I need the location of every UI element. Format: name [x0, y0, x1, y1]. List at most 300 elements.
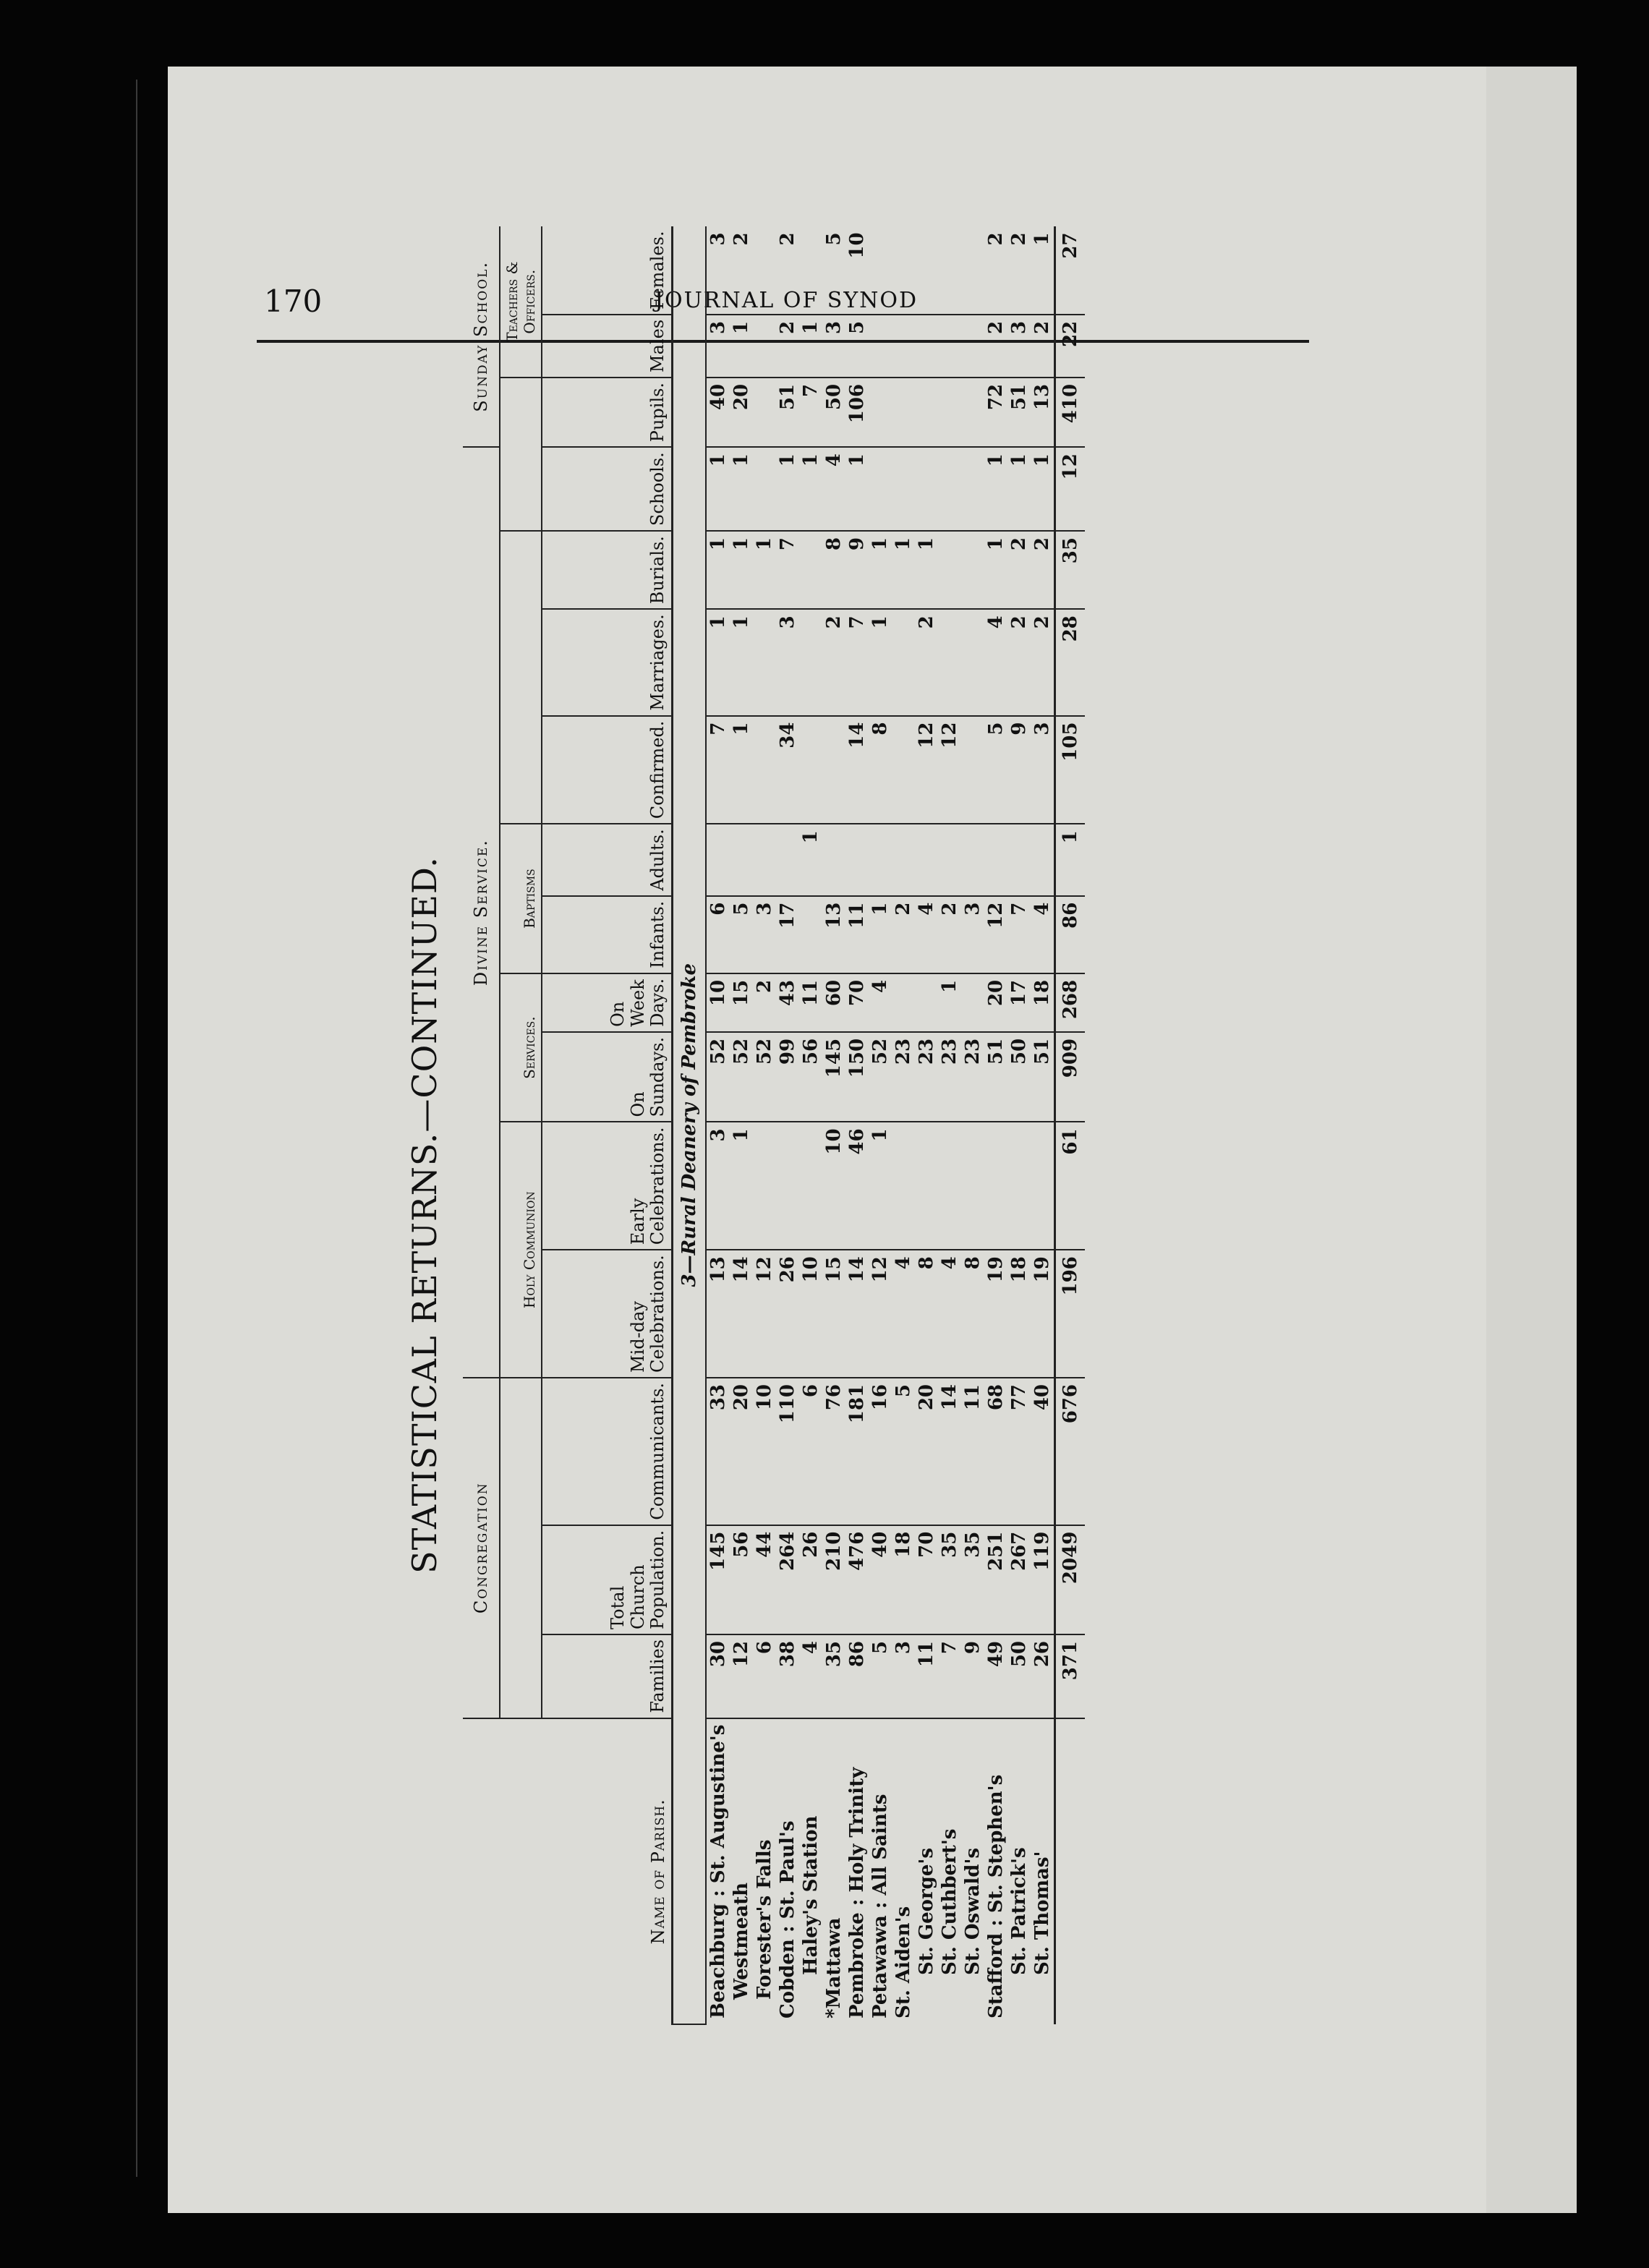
- data-cell: 14: [845, 1250, 869, 1378]
- data-cell: [938, 226, 961, 314]
- data-cell: 10: [753, 1378, 776, 1525]
- right-margin-dark: [1577, 0, 1649, 2268]
- data-cell: 68: [984, 1378, 1007, 1525]
- total-cell: 371: [1055, 1634, 1086, 1718]
- data-cell: [776, 824, 799, 895]
- data-cell: 2: [1007, 531, 1031, 609]
- data-cell: [984, 824, 1007, 895]
- data-cell: 1: [730, 447, 753, 531]
- table-row: [961, 226, 984, 2024]
- page-binding: [1486, 67, 1577, 2213]
- data-cell: 4: [892, 1250, 915, 1378]
- data-cell: 9: [961, 1634, 984, 1718]
- col-sundays: On Sundays.: [542, 1032, 673, 1122]
- data-cell: 51: [776, 378, 799, 447]
- data-cell: 4: [938, 1250, 961, 1378]
- data-cell: 40: [869, 1525, 892, 1634]
- group-holy-communion: Holy Communion: [500, 1122, 542, 1378]
- data-cell: [938, 531, 961, 609]
- data-cell: 52: [706, 1032, 730, 1122]
- data-cell: 8: [869, 716, 892, 824]
- data-cell: 7: [938, 1634, 961, 1718]
- parish-name: Stafford : St. Stephen's: [985, 1774, 1007, 2018]
- data-cell: [799, 226, 822, 314]
- data-cell: 33: [706, 1378, 730, 1525]
- data-cell: [892, 716, 915, 824]
- group-sunday-school: Sunday School.: [463, 226, 500, 447]
- data-cell: 1: [776, 447, 799, 531]
- col-families: Families: [542, 1634, 673, 1718]
- data-cell: 40: [706, 378, 730, 447]
- data-cell: 12: [730, 1634, 753, 1718]
- data-cell: 8: [822, 531, 845, 609]
- data-cell: 2: [1031, 531, 1055, 609]
- data-cell: [961, 824, 984, 895]
- data-cell: 251: [984, 1525, 1007, 1634]
- data-cell: 1: [799, 824, 822, 895]
- data-cell: [753, 609, 776, 715]
- data-cell: 44: [753, 1525, 776, 1634]
- data-cell: [822, 716, 845, 824]
- data-cell: 38: [776, 1634, 799, 1718]
- data-cell: 34: [776, 716, 799, 824]
- data-cell: [822, 824, 845, 895]
- data-cell: 4: [915, 896, 938, 973]
- data-cell: 1: [799, 447, 822, 531]
- data-cell: 3: [892, 1634, 915, 1718]
- data-cell: 4: [984, 609, 1007, 715]
- data-cell: 14: [938, 1378, 961, 1525]
- data-cell: 1: [1031, 447, 1055, 531]
- data-cell: 3: [1031, 716, 1055, 824]
- data-cell: 1: [730, 716, 753, 824]
- data-cell: [938, 447, 961, 531]
- data-cell: 2: [1007, 226, 1031, 314]
- total-cell: 105: [1055, 716, 1086, 824]
- data-cell: [961, 716, 984, 824]
- data-cell: [938, 1122, 961, 1250]
- data-cell: 10: [799, 1250, 822, 1378]
- table-row: [984, 226, 1007, 2024]
- data-cell: 476: [845, 1525, 869, 1634]
- data-cell: 23: [892, 1032, 915, 1122]
- data-cell: 77: [1007, 1378, 1031, 1525]
- data-cell: 267: [1007, 1525, 1031, 1634]
- total-cell: 12: [1055, 447, 1086, 531]
- data-cell: 2: [730, 226, 753, 314]
- data-cell: [892, 447, 915, 531]
- data-cell: 4: [799, 1634, 822, 1718]
- data-cell: 14: [730, 1250, 753, 1378]
- data-cell: 12: [938, 716, 961, 824]
- data-cell: 2: [938, 896, 961, 973]
- data-cell: 35: [961, 1525, 984, 1634]
- data-cell: 8: [961, 1250, 984, 1378]
- parish-name: St. George's: [916, 1848, 937, 1975]
- table-row: [1007, 226, 1031, 2024]
- table-row: [706, 226, 730, 2024]
- data-cell: 20: [984, 973, 1007, 1032]
- spacer-divine: [500, 531, 542, 824]
- col-population: Total Church Population.: [542, 1525, 673, 1634]
- data-cell: [753, 378, 776, 447]
- data-cell: [984, 1122, 1007, 1250]
- data-cell: [753, 447, 776, 531]
- data-cell: [730, 824, 753, 895]
- data-cell: [961, 226, 984, 314]
- data-cell: 1: [706, 609, 730, 715]
- data-cell: 13: [706, 1250, 730, 1378]
- data-cell: 5: [730, 896, 753, 973]
- data-cell: 18: [892, 1525, 915, 1634]
- data-cell: 50: [1007, 1032, 1031, 1122]
- page-edge-line: [136, 80, 137, 2177]
- data-cell: 19: [1031, 1250, 1055, 1378]
- data-cell: 12: [753, 1250, 776, 1378]
- data-cell: 11: [799, 973, 822, 1032]
- data-cell: 7: [706, 716, 730, 824]
- data-cell: [961, 378, 984, 447]
- group-services: Services.: [500, 973, 542, 1122]
- group-divine-service: Divine Service.: [463, 447, 500, 1378]
- data-cell: [753, 1122, 776, 1250]
- parish-name: St. Thomas': [1031, 1851, 1053, 1975]
- data-cell: 150: [845, 1032, 869, 1122]
- data-cell: 76: [822, 1378, 845, 1525]
- data-cell: 1: [730, 1122, 753, 1250]
- col-marriages: Marriages.: [542, 609, 673, 715]
- data-cell: 1: [845, 447, 869, 531]
- total-cell: 35: [1055, 531, 1086, 609]
- col-males: Males: [542, 315, 673, 378]
- data-cell: 2: [1031, 609, 1055, 715]
- parish-name: Westmeath: [730, 1882, 752, 2000]
- data-cell: [892, 1122, 915, 1250]
- data-cell: 1: [730, 609, 753, 715]
- data-cell: 106: [845, 378, 869, 447]
- data-cell: 70: [845, 973, 869, 1032]
- table-row: [845, 226, 869, 2024]
- data-cell: [938, 315, 961, 378]
- data-cell: 1: [984, 531, 1007, 609]
- data-cell: [938, 609, 961, 715]
- deanery-heading: 3—Rural Deanery of Pembroke: [673, 226, 707, 2024]
- data-cell: [915, 226, 938, 314]
- total-cell: 410: [1055, 378, 1086, 447]
- data-cell: [915, 378, 938, 447]
- totals-row: [1055, 226, 1086, 2024]
- parish-name: Forester's Falls: [754, 1839, 775, 2000]
- group-congregation: Congregation: [463, 1378, 500, 1718]
- data-cell: 1: [984, 447, 1007, 531]
- total-cell: 27: [1055, 226, 1086, 314]
- data-cell: 12: [984, 896, 1007, 973]
- data-cell: 2: [915, 609, 938, 715]
- col-communicants: Communicants.: [542, 1378, 673, 1525]
- data-cell: 5: [845, 315, 869, 378]
- data-cell: [915, 447, 938, 531]
- data-cell: 1: [730, 531, 753, 609]
- data-cell: 17: [776, 896, 799, 973]
- table-body: [673, 226, 1086, 2024]
- col-name-of-parish: Name of Parish.: [648, 1799, 668, 1945]
- data-cell: [961, 1122, 984, 1250]
- data-cell: 3: [753, 896, 776, 973]
- data-cell: [892, 378, 915, 447]
- data-cell: 9: [1007, 716, 1031, 824]
- data-cell: 50: [1007, 1634, 1031, 1718]
- data-cell: 16: [869, 1378, 892, 1525]
- total-cell: 196: [1055, 1250, 1086, 1378]
- data-cell: 1: [730, 315, 753, 378]
- data-cell: 51: [984, 1032, 1007, 1122]
- spacer-school: [500, 378, 542, 531]
- running-head: JOURNAL OF SYNOD: [655, 288, 919, 313]
- data-cell: 1: [892, 531, 915, 609]
- data-cell: [753, 226, 776, 314]
- col-weekdays: On Week Days.: [542, 973, 673, 1032]
- total-cell: 676: [1055, 1378, 1086, 1525]
- data-cell: [776, 1122, 799, 1250]
- total-cell: 61: [1055, 1122, 1086, 1250]
- data-cell: 19: [984, 1250, 1007, 1378]
- data-cell: 3: [706, 315, 730, 378]
- total-cell: 86: [1055, 896, 1086, 973]
- parish-name: Haley's Station: [800, 1815, 822, 1975]
- data-cell: [753, 824, 776, 895]
- data-cell: 1: [915, 531, 938, 609]
- data-cell: [892, 315, 915, 378]
- data-cell: 145: [706, 1525, 730, 1634]
- data-cell: 1: [706, 447, 730, 531]
- data-cell: [799, 609, 822, 715]
- data-cell: [915, 973, 938, 1032]
- data-cell: 43: [776, 973, 799, 1032]
- data-cell: [892, 824, 915, 895]
- total-cell: 1: [1055, 824, 1086, 895]
- col-adults: Adults.: [542, 824, 673, 895]
- data-cell: 12: [915, 716, 938, 824]
- data-cell: 30: [706, 1634, 730, 1718]
- total-cell: 268: [1055, 973, 1086, 1032]
- data-cell: [915, 824, 938, 895]
- data-cell: 4: [822, 447, 845, 531]
- data-cell: 52: [730, 1032, 753, 1122]
- data-cell: 20: [730, 1378, 753, 1525]
- statistical-returns-table: [463, 226, 1085, 2025]
- table-row: [1031, 226, 1055, 2024]
- table-row: [776, 226, 799, 2024]
- total-cell: 2049: [1055, 1525, 1086, 1634]
- data-cell: [799, 716, 822, 824]
- data-cell: [753, 315, 776, 378]
- data-cell: 52: [753, 1032, 776, 1122]
- data-cell: 1: [1007, 447, 1031, 531]
- data-cell: 26: [799, 1525, 822, 1634]
- data-cell: [892, 226, 915, 314]
- spacer-congregation: [500, 1378, 542, 1718]
- data-cell: 35: [938, 1525, 961, 1634]
- data-cell: 10: [845, 226, 869, 314]
- data-cell: 1: [869, 1122, 892, 1250]
- data-cell: 5: [892, 1378, 915, 1525]
- parish-name: Beachburg : St. Augustine's: [707, 1724, 729, 2018]
- data-cell: [799, 896, 822, 973]
- data-cell: [869, 226, 892, 314]
- data-cell: [915, 1122, 938, 1250]
- data-cell: 3: [822, 315, 845, 378]
- data-cell: 9: [845, 531, 869, 609]
- data-cell: 49: [984, 1634, 1007, 1718]
- data-cell: [961, 531, 984, 609]
- data-cell: [869, 447, 892, 531]
- data-cell: [1031, 1122, 1055, 1250]
- data-cell: 56: [799, 1032, 822, 1122]
- data-cell: 1: [1031, 226, 1055, 314]
- data-cell: 35: [822, 1634, 845, 1718]
- data-cell: 4: [1031, 896, 1055, 973]
- col-burials: Burials.: [542, 531, 673, 609]
- data-cell: 17: [1007, 973, 1031, 1032]
- data-cell: 20: [915, 1378, 938, 1525]
- data-cell: 10: [706, 973, 730, 1032]
- data-cell: 6: [753, 1634, 776, 1718]
- data-cell: [915, 315, 938, 378]
- data-cell: [799, 1122, 822, 1250]
- parish-name: St. Patrick's: [1008, 1847, 1030, 1975]
- data-cell: [1007, 824, 1031, 895]
- data-cell: 119: [1031, 1525, 1055, 1634]
- data-cell: 23: [915, 1032, 938, 1122]
- data-cell: 18: [1007, 1250, 1031, 1378]
- data-cell: 1: [869, 609, 892, 715]
- total-cell: 28: [1055, 609, 1086, 715]
- data-cell: 2: [892, 896, 915, 973]
- col-schools: Schools.: [542, 447, 673, 531]
- data-cell: 11: [915, 1634, 938, 1718]
- data-cell: 50: [822, 378, 845, 447]
- data-cell: 40: [1031, 1378, 1055, 1525]
- data-cell: [938, 378, 961, 447]
- data-cell: [961, 447, 984, 531]
- data-cell: 2: [1007, 609, 1031, 715]
- data-cell: 7: [799, 378, 822, 447]
- col-infants: Infants.: [542, 896, 673, 973]
- table-title: STATISTICAL RETURNS.—CONTINUED.: [405, 856, 444, 1574]
- data-cell: [753, 716, 776, 824]
- parish-name: Cobden : St. Paul's: [777, 1820, 798, 2018]
- table-row: [892, 226, 915, 2024]
- data-cell: 18: [1031, 973, 1055, 1032]
- data-cell: 1: [799, 315, 822, 378]
- data-cell: 110: [776, 1378, 799, 1525]
- data-cell: 60: [822, 973, 845, 1032]
- data-cell: 26: [1031, 1634, 1055, 1718]
- total-cell: 22: [1055, 315, 1086, 378]
- data-cell: 56: [730, 1525, 753, 1634]
- table-row: [938, 226, 961, 2024]
- data-cell: [961, 973, 984, 1032]
- data-cell: 13: [1031, 378, 1055, 447]
- data-cell: 7: [1007, 896, 1031, 973]
- data-cell: 5: [869, 1634, 892, 1718]
- data-cell: 3: [1007, 315, 1031, 378]
- data-cell: 145: [822, 1032, 845, 1122]
- data-cell: 2: [753, 973, 776, 1032]
- group-teachers-officers: Teachers & Officers.: [500, 226, 542, 378]
- data-cell: [869, 824, 892, 895]
- parish-name: St. Oswald's: [962, 1847, 984, 1975]
- parish-name: St. Aiden's: [892, 1906, 914, 2018]
- table-row: [799, 226, 822, 2024]
- col-early: Early Celebrations.: [542, 1122, 673, 1250]
- data-cell: [869, 378, 892, 447]
- data-cell: 5: [984, 716, 1007, 824]
- data-cell: 2: [776, 315, 799, 378]
- page-number: 170: [264, 284, 323, 319]
- table-row: [730, 226, 753, 2024]
- parish-name: *Mattawa: [823, 1917, 845, 2018]
- group-baptisms: Baptisms: [500, 824, 542, 973]
- col-pupils: Pupils.: [542, 378, 673, 447]
- data-cell: 14: [845, 716, 869, 824]
- data-cell: [706, 824, 730, 895]
- data-cell: [799, 531, 822, 609]
- data-cell: 3: [706, 226, 730, 314]
- data-cell: 3: [706, 1122, 730, 1250]
- data-cell: 86: [845, 1634, 869, 1718]
- table-row: [869, 226, 892, 2024]
- data-cell: 72: [984, 378, 1007, 447]
- data-cell: [869, 315, 892, 378]
- data-cell: 1: [938, 973, 961, 1032]
- data-cell: 8: [915, 1250, 938, 1378]
- data-cell: 15: [822, 1250, 845, 1378]
- data-cell: 4: [869, 973, 892, 1032]
- data-cell: 2: [1031, 315, 1055, 378]
- data-cell: 2: [984, 315, 1007, 378]
- data-cell: 6: [799, 1378, 822, 1525]
- data-cell: 20: [730, 378, 753, 447]
- data-cell: [1007, 1122, 1031, 1250]
- data-cell: 2: [822, 609, 845, 715]
- data-cell: 6: [706, 896, 730, 973]
- data-cell: [845, 824, 869, 895]
- data-cell: 7: [776, 531, 799, 609]
- data-cell: 11: [845, 896, 869, 973]
- totals-label-cell: [1055, 1718, 1086, 2024]
- data-cell: 3: [776, 609, 799, 715]
- data-cell: 1: [869, 531, 892, 609]
- data-cell: [961, 315, 984, 378]
- parish-name: Pembroke : Holy Trinity: [846, 1767, 868, 2018]
- data-cell: 3: [961, 896, 984, 973]
- data-cell: 1: [869, 896, 892, 973]
- data-cell: 10: [822, 1122, 845, 1250]
- data-cell: [938, 824, 961, 895]
- data-cell: 15: [730, 973, 753, 1032]
- col-females: Females.: [542, 226, 673, 314]
- total-cell: 909: [1055, 1032, 1086, 1122]
- data-cell: 264: [776, 1525, 799, 1634]
- data-cell: 51: [1031, 1032, 1055, 1122]
- data-cell: 2: [776, 226, 799, 314]
- parish-name: Petawawa : All Saints: [869, 1794, 891, 2018]
- data-cell: 52: [869, 1032, 892, 1122]
- data-cell: 70: [915, 1525, 938, 1634]
- data-cell: 12: [869, 1250, 892, 1378]
- data-cell: 26: [776, 1250, 799, 1378]
